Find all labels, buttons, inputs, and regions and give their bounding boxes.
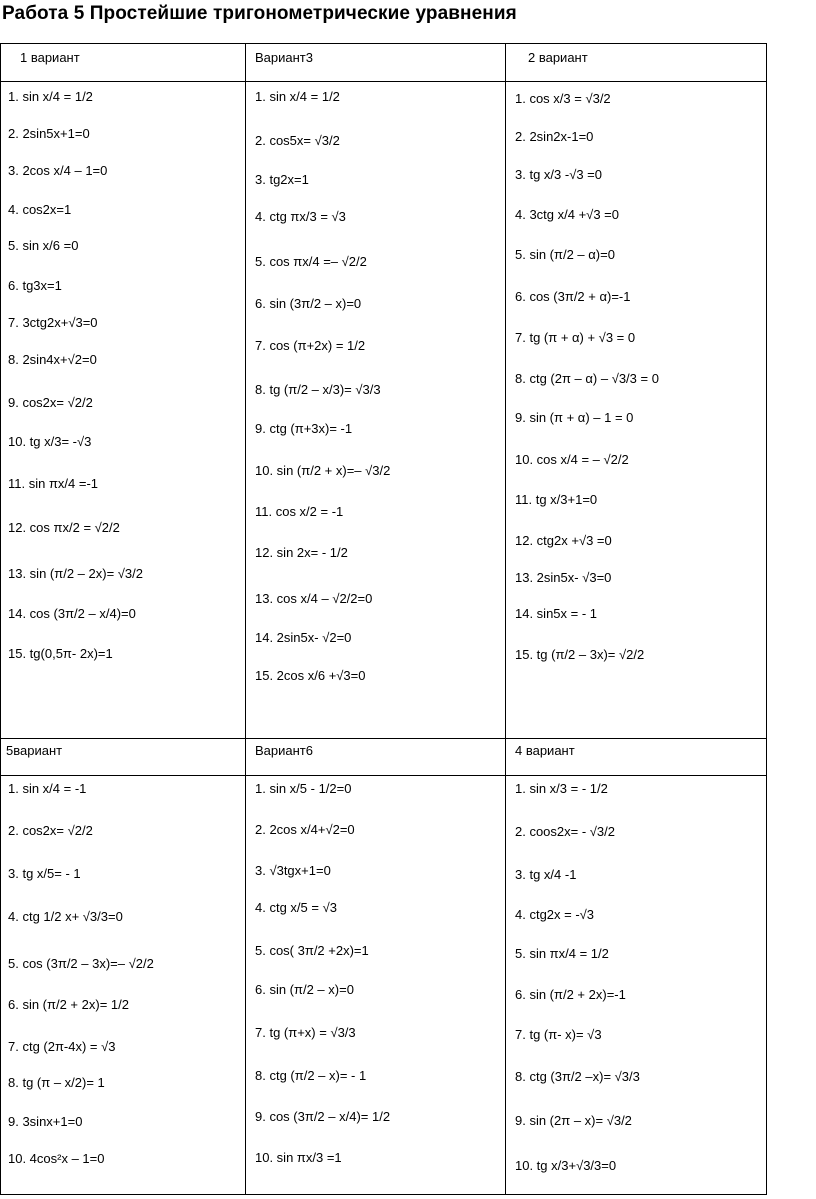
table-header-divider [0, 775, 767, 776]
task-item: 2. 2sin2x-1=0 [515, 129, 594, 144]
task-item: 13. sin (π/2 – 2x)= √3/2 [8, 566, 143, 581]
task-item: 6. sin (π/2 + 2x)=-1 [515, 987, 626, 1002]
task-item: 12. sin 2x= - 1/2 [255, 545, 348, 560]
task-item: 2. coos2x= - √3/2 [515, 824, 615, 839]
task-item: 10. tg x/3+√3/3=0 [515, 1158, 617, 1173]
header-variant-1: 1 вариант [20, 50, 80, 65]
table-border-bottom [0, 1194, 767, 1195]
page-title: Работа 5 Простейшие тригонометрические уравнения [2, 3, 517, 24]
task-item: 6. sin (π/2 – x)=0 [255, 982, 354, 997]
task-item: 8. ctg (3π/2 –x)= √3/3 [515, 1069, 640, 1084]
task-item: 1. sin x/4 = -1 [8, 781, 87, 796]
task-item: 8. 2sin4x+√2=0 [8, 352, 97, 367]
task-item: 1. cos x/3 = √3/2 [515, 91, 611, 106]
task-item: 4. ctg x/5 = √3 [255, 900, 337, 915]
task-item: 7. 3ctg2x+√3=0 [8, 315, 98, 330]
task-item: 2. 2sin5x+1=0 [8, 126, 90, 141]
task-item: 6. tg3x=1 [8, 278, 62, 293]
task-item: 11. cos x/2 = -1 [255, 504, 344, 519]
task-item: 14. cos (3π/2 – x/4)=0 [8, 606, 136, 621]
task-item: 9. cos (3π/2 – x/4)= 1/2 [255, 1109, 391, 1124]
header-variant-3: Вариант3 [255, 50, 313, 65]
table-border-top [0, 43, 767, 44]
task-item: 1. sin x/3 = - 1/2 [515, 781, 608, 796]
task-item: 9. ctg (π+3x)= -1 [255, 421, 353, 436]
task-item: 10. cos x/4 = – √2/2 [515, 452, 629, 467]
task-item: 1. sin x/5 - 1/2=0 [255, 781, 352, 796]
task-item: 9. sin (π + α) – 1 = 0 [515, 410, 634, 425]
header-variant-5: 5вариант [6, 743, 63, 758]
task-item: 3. tg x/5= - 1 [8, 866, 81, 881]
task-item: 8. tg (π/2 – x/3)= √3/3 [255, 382, 381, 397]
task-item: 2. 2cos x/4+√2=0 [255, 822, 355, 837]
task-item: 7. tg (π+x) = √3/3 [255, 1025, 356, 1040]
task-item: 11. tg x/3+1=0 [515, 492, 598, 507]
task-item: 4. cos2x=1 [8, 202, 72, 217]
task-item: 9. cos2x= √2/2 [8, 395, 93, 410]
task-item: 4. ctg 1/2 x+ √3/3=0 [8, 909, 123, 924]
task-item: 13. 2sin5x- √3=0 [515, 570, 612, 585]
header-variant-2: 2 вариант [528, 50, 588, 65]
task-item: 10. sin πx/3 =1 [255, 1150, 342, 1165]
task-item: 10. 4cos²x – 1=0 [8, 1151, 105, 1166]
task-item: 10. sin (π/2 + x)=– √3/2 [255, 463, 391, 478]
task-item: 5. sin (π/2 – α)=0 [515, 247, 615, 262]
task-item: 15. tg (π/2 – 3x)= √2/2 [515, 647, 645, 662]
task-item: 5. cos πx/4 =– √2/2 [255, 254, 367, 269]
task-item: 7. tg (π + α) + √3 = 0 [515, 330, 636, 345]
table-header-divider [0, 81, 767, 82]
table-column-divider [505, 43, 506, 1195]
task-item: 12. ctg2x +√3 =0 [515, 533, 612, 548]
table-border-left [0, 43, 1, 1195]
task-item: 6. sin (π/2 + 2x)= 1/2 [8, 997, 129, 1012]
task-item: 3. tg2x=1 [255, 172, 309, 187]
task-item: 3. 2cos x/4 – 1=0 [8, 163, 108, 178]
task-item: 13. cos x/4 – √2/2=0 [255, 591, 373, 606]
task-item: 15. tg(0,5π- 2x)=1 [8, 646, 113, 661]
task-item: 3. tg x/3 -√3 =0 [515, 167, 602, 182]
task-item: 11. sin πx/4 =-1 [8, 476, 99, 491]
table-column-divider [245, 43, 246, 1195]
task-item: 12. cos πx/2 = √2/2 [8, 520, 120, 535]
task-item: 14. sin5x = - 1 [515, 606, 598, 621]
task-item: 15. 2cos x/6 +√3=0 [255, 668, 366, 683]
task-item: 4. ctg πx/3 = √3 [255, 209, 346, 224]
task-item: 1. sin x/4 = 1/2 [255, 89, 340, 104]
task-item: 7. cos (π+2x) = 1/2 [255, 338, 366, 353]
task-item: 1. sin x/4 = 1/2 [8, 89, 93, 104]
task-item: 5. sin x/6 =0 [8, 238, 79, 253]
table-section-divider [0, 738, 767, 739]
task-item: 5. cos (3π/2 – 3x)=– √2/2 [8, 956, 154, 971]
header-variant-4: 4 вариант [515, 743, 575, 758]
task-item: 14. 2sin5x- √2=0 [255, 630, 352, 645]
task-item: 10. tg x/3= -√3 [8, 434, 92, 449]
task-item: 3. √3tgx+1=0 [255, 863, 331, 878]
task-item: 7. tg (π- x)= √3 [515, 1027, 602, 1042]
task-item: 8. ctg (π/2 – x)= - 1 [255, 1068, 367, 1083]
task-item: 7. ctg (2π-4x) = √3 [8, 1039, 116, 1054]
task-item: 4. ctg2x = -√3 [515, 907, 595, 922]
task-item: 6. cos (3π/2 + α)=-1 [515, 289, 631, 304]
task-item: 5. cos( 3π/2 +2x)=1 [255, 943, 369, 958]
table-border-right [766, 43, 767, 1195]
header-variant-6: Вариант6 [255, 743, 313, 758]
task-item: 2. cos5x= √3/2 [255, 133, 340, 148]
task-item: 2. cos2x= √2/2 [8, 823, 93, 838]
task-item: 8. tg (π – x/2)= 1 [8, 1075, 105, 1090]
task-item: 5. sin πx/4 = 1/2 [515, 946, 609, 961]
task-item: 3. tg x/4 -1 [515, 867, 577, 882]
task-item: 4. 3ctg x/4 +√3 =0 [515, 207, 619, 222]
task-item: 9. sin (2π – x)= √3/2 [515, 1113, 632, 1128]
task-item: 6. sin (3π/2 – x)=0 [255, 296, 362, 311]
task-item: 9. 3sinx+1=0 [8, 1114, 83, 1129]
task-item: 8. ctg (2π – α) – √3/3 = 0 [515, 371, 659, 386]
